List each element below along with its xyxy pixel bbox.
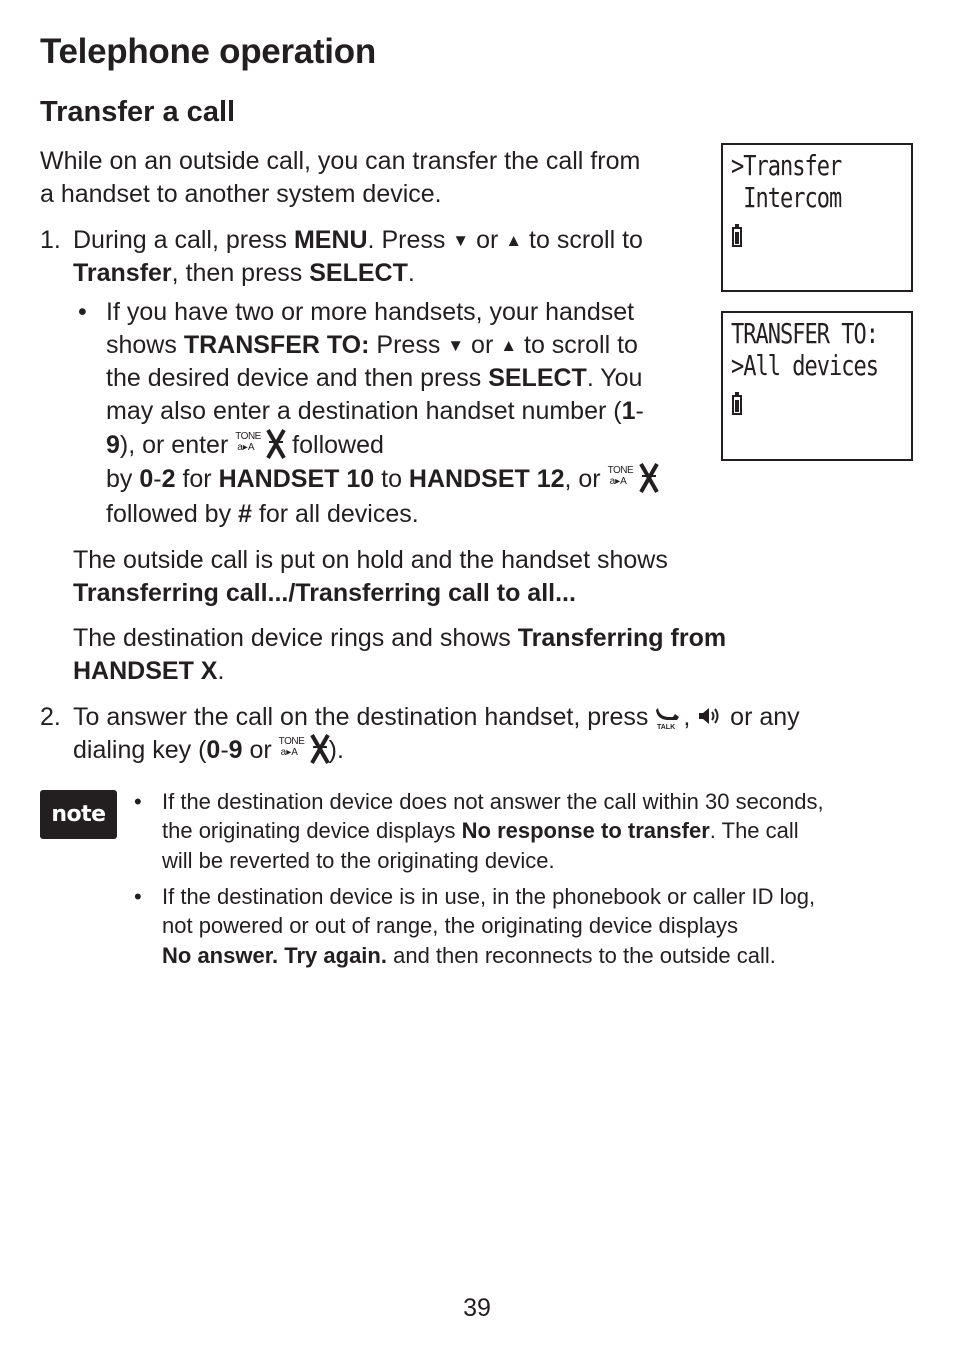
- note-2-line-1: If the destination device is in use, in the phonebook or caller ID log,: [162, 884, 816, 909]
- up-arrow-icon: ▲: [500, 336, 518, 355]
- bullet-line-4: may also enter a destination handset number (1-: [106, 397, 644, 425]
- hold-line-1: The outside call is put on hold and the handset shows: [73, 546, 668, 574]
- hold-line-2: Transferring call.../Transferring call to all...: [73, 579, 576, 607]
- section-title: Transfer a call: [40, 96, 236, 128]
- note-badge: note: [40, 790, 117, 839]
- tone-key-icon: TONE a▸A: [608, 466, 658, 492]
- talk-key-icon: [655, 704, 683, 730]
- tone-key-icon: TONE a▸A: [235, 432, 285, 458]
- note-bullet-dot: •: [134, 789, 142, 814]
- bullet-line-7: followed by # for all devices.: [106, 500, 419, 528]
- note-2-line-3: No answer. Try again. and then reconnects to the outside call.: [162, 943, 776, 968]
- bullet-dot: •: [78, 298, 87, 326]
- intro-line-2: a handset to another system device.: [40, 180, 442, 208]
- step-2-line-2: dialing key (0-9 or TONE a▸A ).: [73, 736, 344, 764]
- bullet-line-1: If you have two or more handsets, your handset: [106, 298, 635, 326]
- note-1-line-1: If the destination device does not answer the call within 30 seconds,: [162, 789, 824, 814]
- lcd-line-1: TRANSFER TO:: [731, 319, 878, 351]
- speaker-icon: [697, 704, 723, 730]
- lcd-line-2: >All devices: [731, 351, 878, 383]
- dest-line-1: The destination device rings and shows Transferring from: [73, 624, 727, 652]
- lcd-line-1: >Transfer: [731, 151, 842, 183]
- bullet-line-3: the desired device and then press SELECT. You: [106, 364, 643, 392]
- step-1-line-2: Transfer, then press SELECT.: [73, 259, 415, 287]
- bullet-line-2: shows TRANSFER TO: Press ▼ or ▲ to scroll to: [106, 331, 638, 359]
- svg-text:TALK: TALK: [657, 724, 676, 730]
- battery-icon: [732, 395, 742, 415]
- lcd-line-2: Intercom: [731, 183, 842, 215]
- note-1-line-3: will be reverted to the originating device.: [162, 848, 555, 873]
- page-title: Telephone operation: [40, 32, 376, 71]
- step-1-number: 1.: [40, 226, 61, 254]
- down-arrow-icon: ▼: [447, 336, 465, 355]
- intro-line-1: While on an outside call, you can transfer the call from: [40, 147, 641, 175]
- bullet-line-6: by 0-2 for HANDSET 10 to HANDSET 12, or TONE a▸A: [106, 465, 658, 494]
- page-number: 39: [463, 1294, 491, 1322]
- step-2-line-1: To answer the call on the destination handset, press TALK , or any: [73, 703, 800, 731]
- note-bullet-dot: •: [134, 884, 142, 909]
- bullet-line-5: 9), or enter TONE a▸A followed: [106, 431, 384, 459]
- step-1-line-1: During a call, press MENU. Press ▼ or ▲ to scroll to: [73, 226, 643, 254]
- dest-line-2: HANDSET X.: [73, 657, 225, 685]
- note-1-line-2: the originating device displays No response to transfer. The call: [162, 818, 799, 843]
- up-arrow-icon: ▲: [505, 231, 523, 250]
- step-2-number: 2.: [40, 703, 61, 731]
- battery-icon: [732, 227, 742, 247]
- note-2-line-2: not powered or out of range, the originating device displays: [162, 913, 739, 938]
- tone-key-icon: TONE a▸A: [279, 737, 329, 763]
- lcd-screen-transfer-to: [721, 311, 913, 461]
- lcd-screen-transfer-menu: [721, 143, 913, 292]
- down-arrow-icon: ▼: [452, 231, 470, 250]
